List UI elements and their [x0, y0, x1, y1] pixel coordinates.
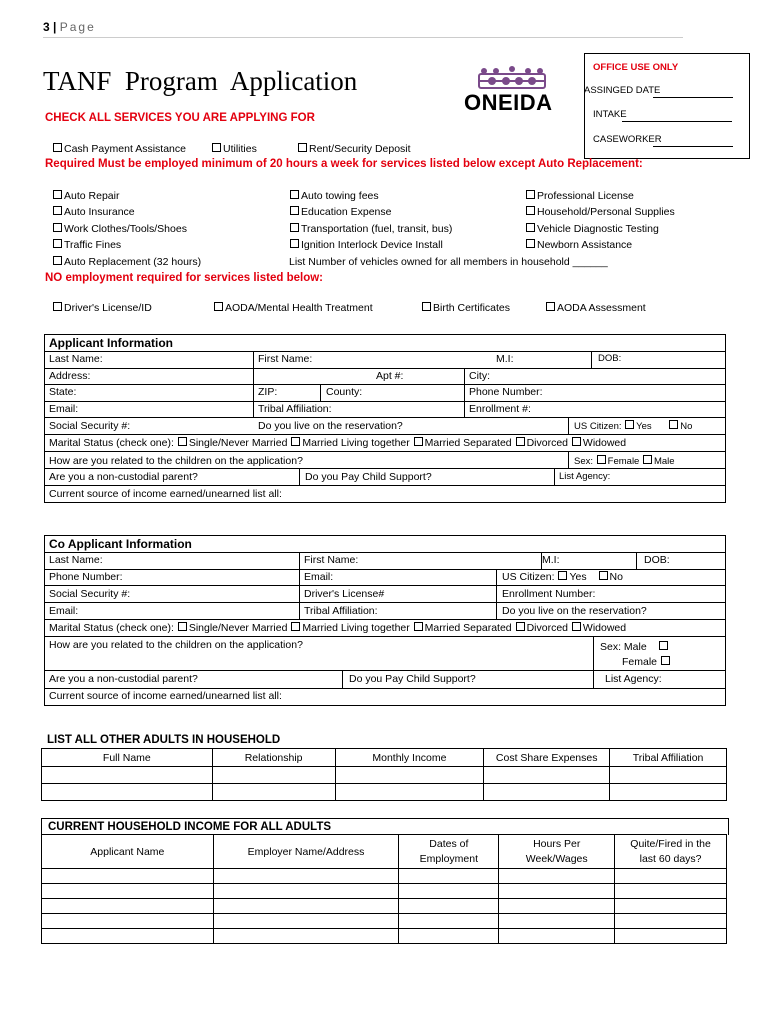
- page-number: 3: [43, 20, 50, 34]
- column-header: Dates of Employment: [399, 835, 499, 869]
- service-auto-insurance[interactable]: Auto Insurance: [52, 206, 135, 218]
- checkbox[interactable]: [298, 143, 307, 152]
- service-aoda-treatment[interactable]: AODA/Mental Health Treatment: [213, 302, 373, 314]
- office-use-box: [584, 53, 750, 159]
- checkbox[interactable]: [526, 239, 535, 248]
- co-us-citizen-yes-checkbox[interactable]: [558, 571, 567, 580]
- checkbox[interactable]: [526, 190, 535, 199]
- service-traffic-fines[interactable]: Traffic Fines: [52, 239, 121, 251]
- intake-label: INTAKE: [593, 109, 627, 120]
- column-header: Quite/Fired in the last 60 days?: [615, 835, 727, 869]
- service-transportation[interactable]: Transportation (fuel, transit, bus): [289, 223, 452, 235]
- service-education-expense[interactable]: Education Expense: [289, 206, 391, 218]
- applicant-mi[interactable]: M.I:: [496, 353, 514, 365]
- us-citizen-yes-checkbox[interactable]: [625, 420, 634, 429]
- service-drivers-license[interactable]: Driver's License/ID: [52, 302, 152, 314]
- office-use-heading: OFFICE USE ONLY: [593, 62, 679, 73]
- table-row[interactable]: [42, 784, 727, 801]
- checkbox[interactable]: [212, 143, 221, 152]
- service-work-clothes[interactable]: Work Clothes/Tools/Shoes: [52, 223, 187, 235]
- table-row[interactable]: [42, 884, 727, 899]
- table-header-row: [42, 835, 727, 869]
- co-email-2[interactable]: Email:: [49, 605, 79, 617]
- applicant-zip[interactable]: ZIP:: [258, 386, 278, 398]
- service-ignition-interlock[interactable]: Ignition Interlock Device Install: [289, 239, 443, 251]
- service-aoda-assessment[interactable]: AODA Assessment: [545, 302, 646, 314]
- vehicles-count-line[interactable]: List Number of vehicles owned for all members in household ______: [289, 256, 608, 268]
- page-header: [43, 20, 96, 34]
- service-auto-replacement[interactable]: Auto Replacement (32 hours): [52, 256, 201, 268]
- applicant-section: [44, 334, 726, 503]
- applicant-apt[interactable]: Apt #:: [376, 370, 404, 382]
- applicant-reservation[interactable]: Do you live on the reservation?: [258, 420, 403, 432]
- co-enrollment[interactable]: Enrollment Number:: [502, 588, 596, 600]
- service-auto-towing[interactable]: Auto towing fees: [289, 190, 379, 202]
- co-dob[interactable]: DOB:: [644, 554, 670, 566]
- co-us-citizen: US Citizen: Yes No: [502, 571, 623, 583]
- co-sex-male-checkbox[interactable]: [659, 641, 668, 650]
- marital-widowed-checkbox[interactable]: [572, 437, 581, 446]
- column-header: Hours Per Week/Wages: [499, 835, 615, 869]
- caseworker-line[interactable]: [653, 146, 733, 147]
- other-adults-heading: LIST ALL OTHER ADULTS IN HOUSEHOLD: [47, 734, 281, 746]
- intake-line[interactable]: [622, 121, 732, 122]
- applicant-first-name[interactable]: First Name:: [258, 353, 313, 365]
- column-header: Relationship: [212, 749, 335, 767]
- coapplicant-heading: Co Applicant Information: [49, 537, 192, 551]
- applicant-city[interactable]: City:: [469, 370, 490, 382]
- co-list-agency[interactable]: List Agency:: [605, 673, 662, 685]
- co-first-name[interactable]: First Name:: [304, 554, 359, 566]
- column-header: Applicant Name: [42, 835, 214, 869]
- applicant-sex: Sex: Female Male: [574, 456, 675, 467]
- co-child-support[interactable]: Do you Pay Child Support?: [349, 673, 476, 685]
- applicant-noncustodial[interactable]: Are you a non-custodial parent?: [49, 471, 198, 483]
- applicant-email[interactable]: Email:: [49, 403, 79, 415]
- marital-divorced-checkbox[interactable]: [516, 437, 525, 446]
- table-row[interactable]: [42, 899, 727, 914]
- applicant-income-source[interactable]: Current source of income earned/unearned list all:: [49, 488, 282, 500]
- assigned-date-label: ASSINGED DATE: [584, 85, 661, 96]
- other-adults-table: [41, 748, 727, 801]
- checkbox[interactable]: [290, 223, 299, 232]
- service-rent-deposit[interactable]: Rent/Security Deposit: [297, 143, 411, 155]
- co-marital-widowed-checkbox[interactable]: [572, 622, 581, 631]
- co-reservation[interactable]: Do you live on the reservation?: [502, 605, 647, 617]
- column-header: Full Name: [42, 749, 213, 767]
- household-income-table: [41, 834, 727, 944]
- applicant-us-citizen: US Citizen: Yes No: [574, 421, 693, 432]
- checkbox[interactable]: [53, 223, 62, 232]
- co-sex-male: Sex: Male: [600, 641, 670, 653]
- applicant-related[interactable]: How are you related to the children on the application?: [49, 455, 303, 467]
- table-row[interactable]: [42, 914, 727, 929]
- sex-male-checkbox[interactable]: [643, 455, 652, 464]
- co-sex-female: Female: [622, 656, 672, 668]
- checkbox[interactable]: [526, 206, 535, 215]
- checkbox[interactable]: [53, 190, 62, 199]
- column-header: Tribal Affiliation: [610, 749, 727, 767]
- page-separator: |: [53, 20, 57, 34]
- page-label: Page: [59, 20, 96, 34]
- services-heading: CHECK ALL SERVICES YOU ARE APPLYING FOR: [45, 112, 315, 124]
- service-vehicle-diagnostic[interactable]: Vehicle Diagnostic Testing: [525, 223, 659, 235]
- checkbox[interactable]: [53, 143, 62, 152]
- caseworker-label: CASEWORKER: [593, 134, 662, 145]
- co-ssn[interactable]: Social Security #:: [49, 588, 131, 600]
- service-utilities[interactable]: Utilities: [211, 143, 257, 155]
- checkbox[interactable]: [53, 302, 62, 311]
- no-employment-note: NO employment required for services listed below:: [45, 272, 323, 284]
- co-phone[interactable]: Phone Number:: [49, 571, 123, 583]
- table-row[interactable]: [42, 869, 727, 884]
- co-us-citizen-no-checkbox[interactable]: [599, 571, 608, 580]
- logo-text: ONEIDA: [464, 90, 553, 115]
- table-header-row: [42, 749, 727, 767]
- co-mi[interactable]: M.I:: [542, 554, 560, 566]
- service-cash-payment[interactable]: Cash Payment Assistance: [52, 143, 186, 155]
- checkbox[interactable]: [290, 239, 299, 248]
- co-sex-female-checkbox[interactable]: [661, 656, 670, 665]
- checkbox[interactable]: [422, 302, 431, 311]
- applicant-tribal[interactable]: Tribal Affiliation:: [258, 403, 332, 415]
- applicant-phone[interactable]: Phone Number:: [469, 386, 543, 398]
- co-drivers-license[interactable]: Driver's License#: [304, 588, 385, 600]
- co-noncustodial[interactable]: Are you a non-custodial parent?: [49, 673, 198, 685]
- column-header: Monthly Income: [335, 749, 484, 767]
- marital-separated-checkbox[interactable]: [414, 437, 423, 446]
- checkbox[interactable]: [546, 302, 555, 311]
- assigned-date-line[interactable]: [653, 97, 733, 98]
- applicant-heading: Applicant Information: [49, 336, 173, 350]
- applicant-dob[interactable]: DOB:: [598, 353, 622, 364]
- checkbox[interactable]: [53, 256, 62, 265]
- applicant-address[interactable]: Address:: [49, 370, 91, 382]
- applicant-enrollment[interactable]: Enrollment #:: [469, 403, 531, 415]
- column-header: Employer Name/Address: [213, 835, 399, 869]
- oneida-logo: [464, 66, 560, 116]
- us-citizen-no-checkbox[interactable]: [669, 420, 678, 429]
- marital-married-together-checkbox[interactable]: [291, 437, 300, 446]
- checkbox[interactable]: [53, 206, 62, 215]
- column-header: Cost Share Expenses: [484, 749, 610, 767]
- checkbox[interactable]: [214, 302, 223, 311]
- co-income-source[interactable]: Current source of income earned/unearned list all:: [49, 690, 282, 702]
- applicant-marital-status: Marital Status (check one): Single/Never Married Married Living together Married Separated Divorced Widowed: [49, 437, 627, 449]
- co-marital-status: Marital Status (check one): Single/Never Married Married Living together Married Separated Divorced Widowed: [49, 622, 627, 634]
- household-income-heading-cell: [41, 818, 729, 835]
- checkbox[interactable]: [526, 223, 535, 232]
- co-email-1[interactable]: Email:: [304, 571, 334, 583]
- marital-single-checkbox[interactable]: [178, 437, 187, 446]
- applicant-county[interactable]: County:: [326, 386, 363, 398]
- co-marital-married-together-checkbox[interactable]: [291, 622, 300, 631]
- checkbox[interactable]: [290, 206, 299, 215]
- service-auto-repair[interactable]: Auto Repair: [52, 190, 119, 202]
- applicant-state[interactable]: State:: [49, 386, 77, 398]
- page-title: TANF Program Application: [43, 66, 358, 96]
- coapplicant-section: [44, 535, 726, 706]
- co-tribal[interactable]: Tribal Affiliation:: [304, 605, 378, 617]
- required-employment-note: Required Must be employed minimum of 20 hours a week for services listed below except Auto Replacement:: [45, 158, 643, 170]
- household-income-heading: CURRENT HOUSEHOLD INCOME FOR ALL ADULTS: [48, 821, 332, 833]
- service-professional-license[interactable]: Professional License: [525, 190, 634, 202]
- applicant-child-support[interactable]: Do you Pay Child Support?: [305, 471, 432, 483]
- service-birth-certificates[interactable]: Birth Certificates: [421, 302, 510, 314]
- applicant-last-name[interactable]: Last Name:: [49, 353, 103, 365]
- service-household-supplies[interactable]: Household/Personal Supplies: [525, 206, 675, 218]
- applicant-ssn[interactable]: Social Security #:: [49, 420, 131, 432]
- header-rule: [43, 37, 683, 38]
- service-newborn-assistance[interactable]: Newborn Assistance: [525, 239, 632, 251]
- sex-female-checkbox[interactable]: [597, 455, 606, 464]
- co-marital-separated-checkbox[interactable]: [414, 622, 423, 631]
- checkbox[interactable]: [53, 239, 62, 248]
- table-row[interactable]: [42, 929, 727, 944]
- applicant-list-agency[interactable]: List Agency:: [559, 471, 611, 482]
- table-row[interactable]: [42, 767, 727, 784]
- co-last-name[interactable]: Last Name:: [49, 554, 103, 566]
- co-marital-divorced-checkbox[interactable]: [516, 622, 525, 631]
- co-marital-single-checkbox[interactable]: [178, 622, 187, 631]
- checkbox[interactable]: [290, 190, 299, 199]
- co-related[interactable]: How are you related to the children on the application?: [49, 639, 303, 651]
